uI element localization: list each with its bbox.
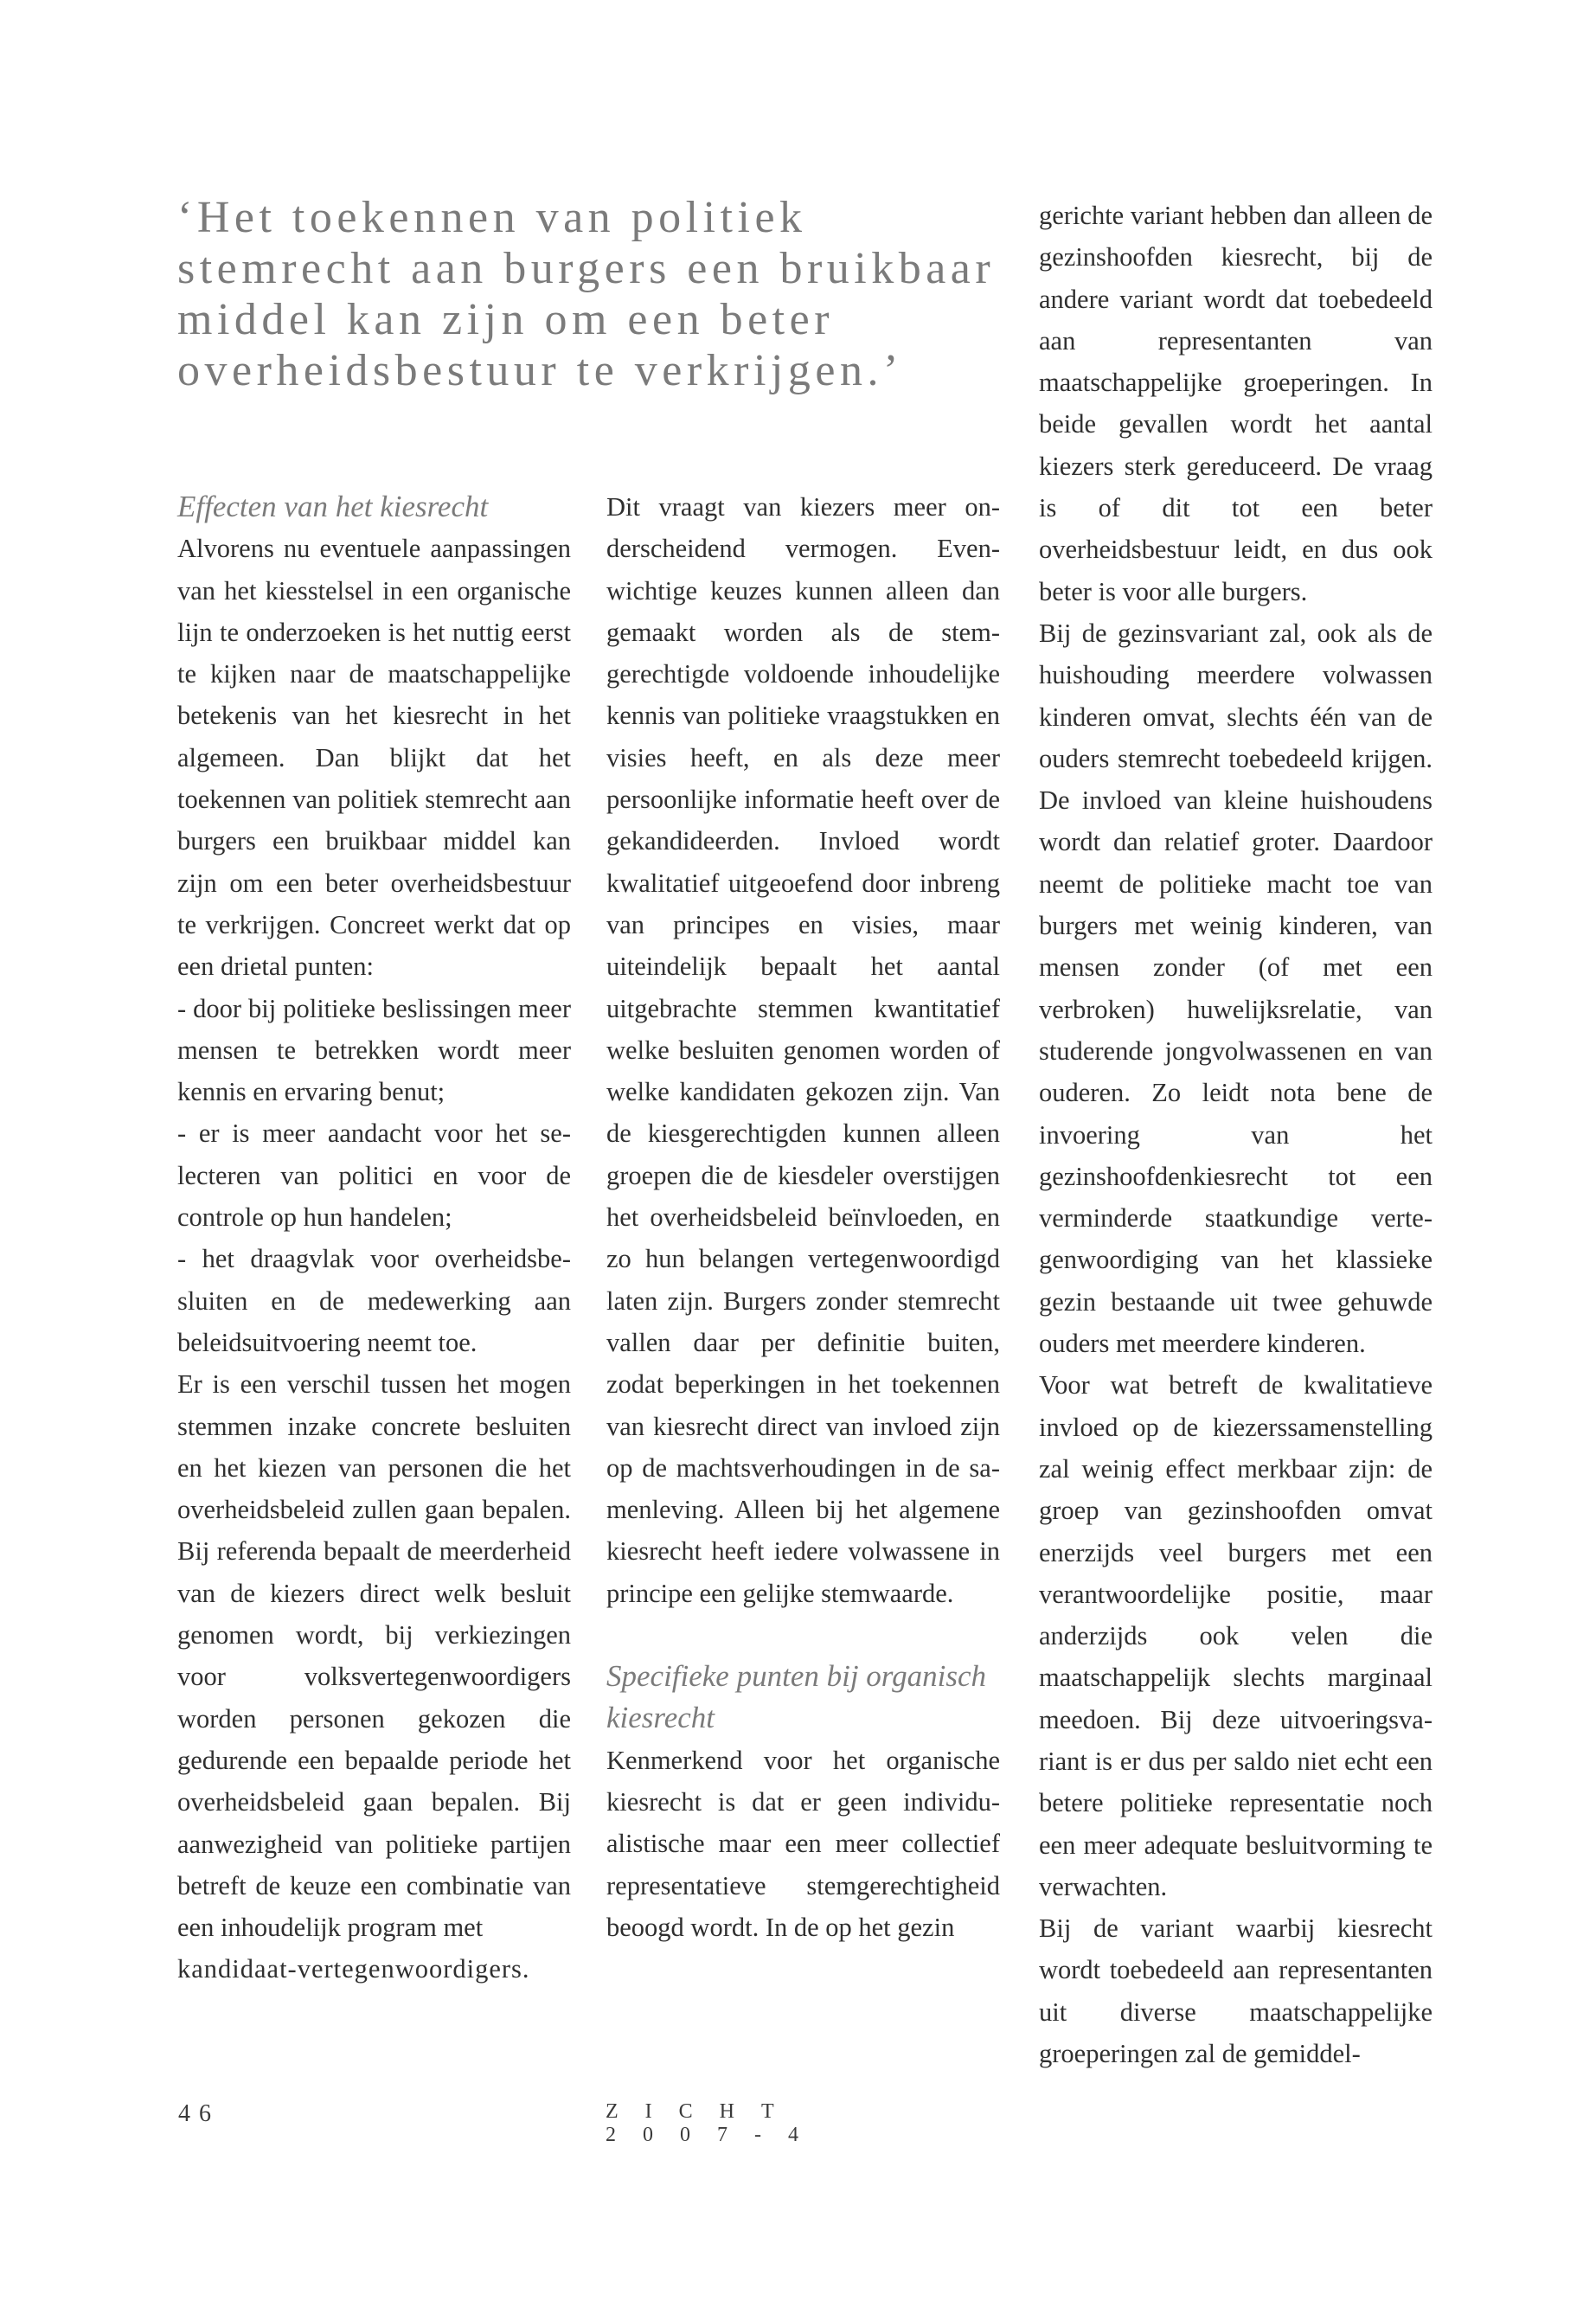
- page-number: 46: [178, 2100, 220, 2127]
- paragraph: Er is een verschil tussen het mogen stemmen inzake concrete besluiten en het kiezen van personen die het overheidsbeleid zullen gaan bepalen. Bij referenda bepaalt de meerderheid van de kiezers direct welk besluit genomen wordt, bij verkiezingen voor volksvertegenwoordigers worden personen gekozen die gedurende een bepaalde periode het overheidsbeleid gaan bepalen. Bij aanwezigheid van politieke partijen betreft de keuze een combinatie van een inhoudelijk program met: [177, 1369, 571, 1943]
- text-column-3: [1039, 195, 1433, 2074]
- bullet-paragraph: - er is meer aandacht voor het selecteren van politici en voor de controle op hun handelen;: [177, 1118, 571, 1233]
- text-column-2: [606, 486, 1000, 1948]
- paragraph: Kenmerkend voor het organische kiesrecht is dat er geen individualistische maar een meer collectief representatieve stemgerechtigheid beoogd wordt. In de op het gezin: [606, 1745, 1000, 1942]
- pull-quote: ‘Het toekennen van politiek stemrecht aan burgers een bruikbaar middel kan zijn om een beter overheidsbestuur te verkrijgen.’: [177, 193, 996, 395]
- bullet-paragraph: - door bij politieke beslissingen meer mensen te betrekken wordt meer kennis en ervaring benut;: [177, 993, 571, 1107]
- paragraph: Alvorens nu eventuele aanpassingen van het kiesstelsel in een organische lijn te onderzoeken is het nuttig eerst te kijken naar de maatschappelijke betekenis van het kiesrecht in het algemeen. Dan blijkt dat het toekennen van politiek stemrecht aan burgers een bruikbaar middel kan zijn om een beter overheidsbestuur te verkrijgen. Concreet werkt dat op een drietal punten:: [177, 534, 571, 982]
- bullet-paragraph: - het draagvlak voor overheidsbesluiten en de medewerking aan beleidsuitvoering neemt toe.: [177, 1244, 571, 1357]
- paragraph: gerichte variant hebben dan alleen de gezinshoofden kiesrecht, bij de andere variant wordt dat toebedeeld aan representanten van maatschappelijke groeperingen. In beide gevallen wordt het aantal kiezers sterk gereduceerd. De vraag is of dit tot een beter overheidsbestuur leidt, en dus ook beter is voor alle burgers.: [1039, 201, 1433, 606]
- paragraph: Voor wat betreft de kwalitatieve invloed op de kiezerssamenstelling zal weinig effect merkbaar zijn: de groep van gezinshoofden omvat enerzijds veel burgers met een verantwoordelijke positie, maar anderzijds ook velen die maatschappelijk slechts marginaal meedoen. Bij deze uitvoeringsvariant is er dus per saldo niet echt een betere politieke representatie noch een meer adequate besluitvorming te verwachten.: [1039, 1370, 1433, 1901]
- paragraph: Bij de variant waarbij kiesrecht wordt toebedeeld aan representanten uit diverse maatschappelijke groeperingen zal de gemiddel-: [1039, 1913, 1433, 2069]
- paragraph-last-line: kandidaat-vertegenwoordigers.: [177, 1954, 530, 1984]
- section-heading-specifieke-punten: Specifieke punten bij organisch kiesrecht: [606, 1659, 987, 1735]
- section-heading-effecten: Effecten van het kiesrecht: [177, 490, 489, 523]
- paragraph: Dit vraagt van kiezers meer onderscheidend vermogen. Evenwichtige keuzes kunnen alleen dan gemaakt worden als de stemgerechtigde voldoende inhoudelijke kennis van politieke vraagstukken en visies heeft, en als deze meer persoonlijke informatie heeft over de gekandideerden. Invloed wordt kwalitatief uitgeoefend door inbreng van principes en visies, maar uiteindelijk bepaalt het aantal uitgebrachte stemmen kwantitatief welke besluiten genomen worden of welke kandidaten gekozen zijn. Van de kiesgerechtigden kunnen alleen groepen die de kiesdeler overstijgen het overheidsbeleid beïnvloeden, en zo hun belangen vertegenwoordigd laten zijn. Burgers zonder stemrecht vallen daar per definitie buiten, zodat beperkingen in het toekennen van kiesrecht direct van invloed zijn op de machtsverhoudingen in de samenleving. Alleen bij het algemene kiesrecht heeft iedere volwassene in principe een gelijke stemwaarde.: [606, 492, 1000, 1608]
- section-spacer: [606, 1614, 1000, 1656]
- text-column-1: [177, 486, 571, 1990]
- running-footer: ZICHT 2007-4: [606, 2100, 825, 2146]
- paragraph: Bij de gezinsvariant zal, ook als de huishouding meerdere volwassen kinderen omvat, slechts één van de ouders stemrecht toebedeeld krijgen. De invloed van kleine huishoudens wordt dan relatief groter. Daardoor neemt de politieke macht toe van burgers met weinig kinderen, van mensen zonder (of met een verbroken) huwelijksrelatie, van studerende jongvolwassenen en van ouderen. Zo leidt nota bene de invoering van het gezinshoofdenkiesrecht tot een verminderde staatkundige vertegenwoordiging van het klassieke gezin bestaande uit twee gehuwde ouders met meerdere kinderen.: [1039, 618, 1433, 1359]
